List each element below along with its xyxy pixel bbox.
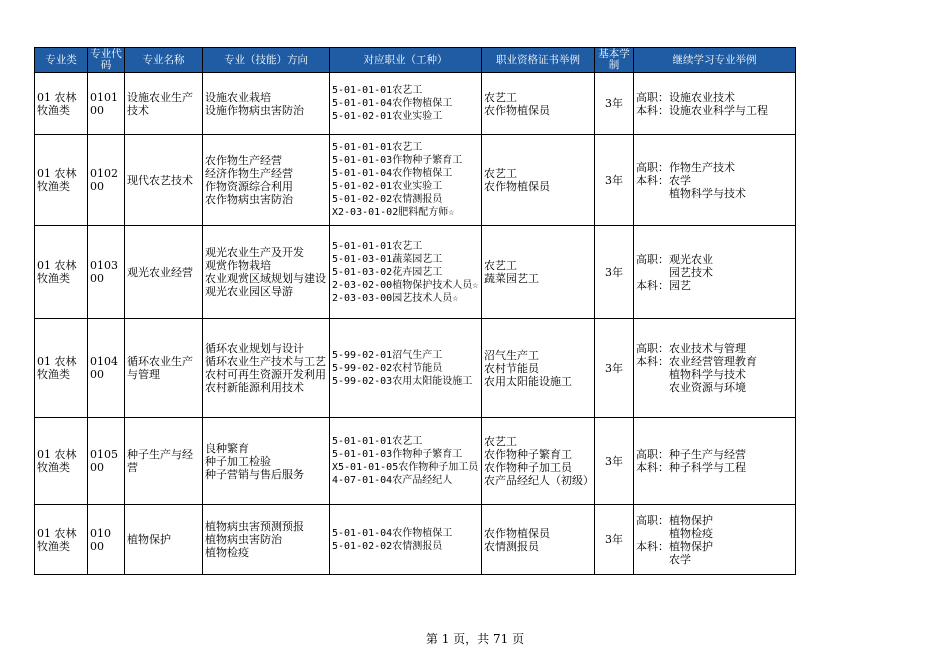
name-cell: 设施农业生产技术 [125,73,203,135]
certs-cell [482,319,595,418]
table-row [35,135,796,226]
header-direction: 专业（技能）方向 [203,48,330,73]
jobs-cell-line: 5-01-01-01农艺工 [332,436,423,447]
table-row [35,226,796,319]
certs-cell-line: 蔬菜园艺工 [484,272,539,285]
certs-cell [482,226,595,319]
direction-cell-line: 农业观赏区域规划与建设 [205,272,326,285]
jobs-cell [330,505,482,575]
direction-cell [203,73,330,135]
jobs-cell-line: 2-03-03-00园艺技术人员☆ [332,292,459,304]
further-cell-line: 本科：农学 [636,173,691,187]
header-row [35,48,796,73]
years-cell: 3年 [595,73,634,135]
direction-cell-line: 观赏作物栽培 [205,259,271,272]
certs-cell [482,418,595,505]
jobs-cell-line: 5-01-01-01农艺工 [332,85,423,96]
further-cell-line: 本科：种子科学与工程 [636,461,746,474]
name-cell: 种子生产与经营 [125,418,203,505]
direction-cell-line: 设施农业栽培 [205,90,271,104]
certs-cell-line: 农艺工 [484,435,517,448]
certs-cell-line: 农艺工 [484,167,517,180]
direction-cell-line: 作物资源综合利用 [205,180,293,193]
jobs-cell [330,319,482,418]
direction-cell [203,226,330,319]
name-cell: 现代农艺技术 [125,135,203,226]
further-cell-line: 本科：园艺 [636,278,691,292]
certs-cell-line: 农作物种子加工员 [484,461,572,474]
jobs-cell [330,226,482,319]
direction-cell-line: 植物检疫 [205,546,249,559]
years-cell: 3年 [595,319,634,418]
certs-cell-line: 沼气生产工 [484,348,539,362]
years-cell: 3年 [595,418,634,505]
direction-cell [203,505,330,575]
further-cell-line: 本科：植物保护 [636,539,713,553]
certs-cell [482,135,595,226]
jobs-cell-line: 5-99-02-03农用太阳能设施工 [332,375,473,387]
certs-cell-line: 农村节能员 [484,361,539,375]
direction-cell-line: 植物病虫害防治 [205,533,282,546]
certs-cell-line: 农作物植保员 [484,526,550,540]
direction-cell-line: 种子加工检验 [205,454,271,468]
direction-cell-line: 良种繁育 [205,441,249,455]
code-cell: 010200 [88,135,125,226]
jobs-cell-line: 5-99-02-01沼气生产工 [332,349,443,361]
category-cell: 01 农林牧渔类 [35,319,88,418]
further-cell-line: 园艺技术 [636,265,713,279]
jobs-cell-line: 5-01-01-04农作物植保工 [332,98,453,109]
further-cell [634,73,796,135]
further-cell-line: 本科：设施农业科学与工程 [636,103,768,117]
category-cell: 01 农林牧渔类 [35,226,88,319]
direction-cell-line: 种子营销与售后服务 [205,467,304,481]
category-cell: 01 农林牧渔类 [35,418,88,505]
jobs-cell-line: 5-01-01-04农作物植保工 [332,168,453,179]
certs-cell-line: 农作物植保员 [484,180,550,193]
header-further: 继续学习专业举例 [634,48,796,73]
certs-cell-line: 农艺工 [484,90,517,104]
category-cell: 01 农林牧渔类 [35,505,88,575]
page-footer: 第 1 页，共 71 页 [425,632,525,646]
further-cell-line: 农学 [636,552,691,566]
jobs-cell-line: 5-01-02-01农业实验工 [332,111,443,122]
further-cell [634,226,796,319]
direction-cell-line: 植物病虫害预测预报 [205,520,304,533]
further-cell-line: 高职：种子生产与经营 [636,448,746,461]
further-cell [634,319,796,418]
certs-cell-line: 农用太阳能设施工 [484,374,572,388]
jobs-cell [330,135,482,226]
jobs-cell-line: 2-03-02-00植物保护技术人员☆ [332,279,479,291]
further-cell-line: 植物科学与技术 [636,368,746,381]
further-cell-line: 高职：观光农业 [636,252,713,266]
jobs-cell-line: 5-01-02-01农业实验工 [332,181,443,192]
table-row [35,73,796,135]
further-cell-line: 植物检疫 [636,526,713,540]
header-category: 专业类 [35,48,88,73]
direction-cell-line: 农作物生产经营 [205,154,282,167]
jobs-cell [330,73,482,135]
category-cell: 01 农林牧渔类 [35,73,88,135]
header-jobs: 对应职业（工种） [330,48,482,73]
certs-cell-line: 农产品经纪人（初级） [484,474,594,487]
jobs-cell-line: 5-01-02-02农情测报员 [332,540,443,552]
table-row [35,418,796,505]
jobs-cell-line: 5-99-02-02农村节能员 [332,362,443,374]
code-cell: 010100 [88,73,125,135]
years-cell: 3年 [595,226,634,319]
jobs-cell-line: 5-01-02-02农情测报员 [332,194,443,205]
direction-cell-line: 经济作物生产经营 [205,167,293,180]
code-cell: 010400 [88,319,125,418]
jobs-cell-line: X5-01-01-05农作物种子加工员 [332,462,479,473]
jobs-cell-line: 4-07-01-04农产品经纪人 [332,475,453,486]
code-cell: 010 00 [88,505,125,575]
direction-cell-line: 循环农业规划与设计 [205,342,304,355]
years-cell: 3年 [595,135,634,226]
name-cell: 植物保护 [125,505,203,575]
direction-cell [203,319,330,418]
jobs-cell [330,418,482,505]
jobs-cell-line: 5-01-01-01农艺工 [332,142,423,153]
further-cell-line: 高职：农业技术与管理 [636,342,746,355]
table-row [35,319,796,418]
further-cell-line: 本科：农业经营管理教育 [636,355,757,368]
direction-cell-line: 观光农业园区导游 [205,285,293,298]
direction-cell-line: 农村新能源利用技术 [205,381,304,394]
direction-cell-line: 农村可再生资源开发利用 [205,368,326,381]
certs-cell-line: 农作物植保员 [484,103,550,117]
further-cell-line: 农业资源与环境 [636,381,746,394]
name-cell: 循环农业生产与管理 [125,319,203,418]
header-years: 基本学制 [595,48,634,73]
code-cell: 010300 [88,226,125,319]
direction-cell-line: 设施作物病虫害防治 [205,103,304,117]
certs-cell [482,73,595,135]
jobs-cell-line: 5-01-03-01蔬菜园艺工 [332,253,443,265]
category-cell: 01 农林牧渔类 [35,135,88,226]
direction-cell-line: 农作物病虫害防治 [205,193,293,206]
certs-cell-line: 农作物种子繁育工 [484,448,572,461]
jobs-cell-line: X2-03-01-02肥料配方师☆ [332,207,455,218]
jobs-cell-line: 5-01-01-04农作物植保工 [332,527,453,539]
jobs-cell-line: 5-01-01-03作物种子繁育工 [332,449,463,460]
jobs-cell-line: 5-01-03-02花卉园艺工 [332,266,443,278]
direction-cell [203,418,330,505]
further-cell [634,505,796,575]
further-cell-line: 植物科学与技术 [636,186,746,200]
header-name: 专业名称 [125,48,203,73]
further-cell-line: 高职：设施农业技术 [636,90,735,104]
years-cell: 3年 [595,505,634,575]
further-cell-line: 高职：植物保护 [636,513,713,527]
direction-cell-line: 循环农业生产技术与工艺 [205,355,326,368]
further-cell [634,418,796,505]
table-row [35,505,796,575]
direction-cell-line: 观光农业生产及开发 [205,246,304,259]
direction-cell [203,135,330,226]
further-cell [634,135,796,226]
code-cell: 010500 [88,418,125,505]
specialty-table [34,47,796,575]
name-cell: 观光农业经营 [125,226,203,319]
further-cell-line: 高职：作物生产技术 [636,160,735,174]
jobs-cell-line: 5-01-01-01农艺工 [332,240,423,252]
jobs-cell-line: 5-01-01-03作物种子繁育工 [332,155,463,166]
certs-cell-line: 农情测报员 [484,539,539,553]
certs-cell [482,505,595,575]
header-code: 专业代码 [88,48,125,73]
certs-cell-line: 农艺工 [484,259,517,272]
header-certs: 职业资格证书举例 [482,48,595,73]
